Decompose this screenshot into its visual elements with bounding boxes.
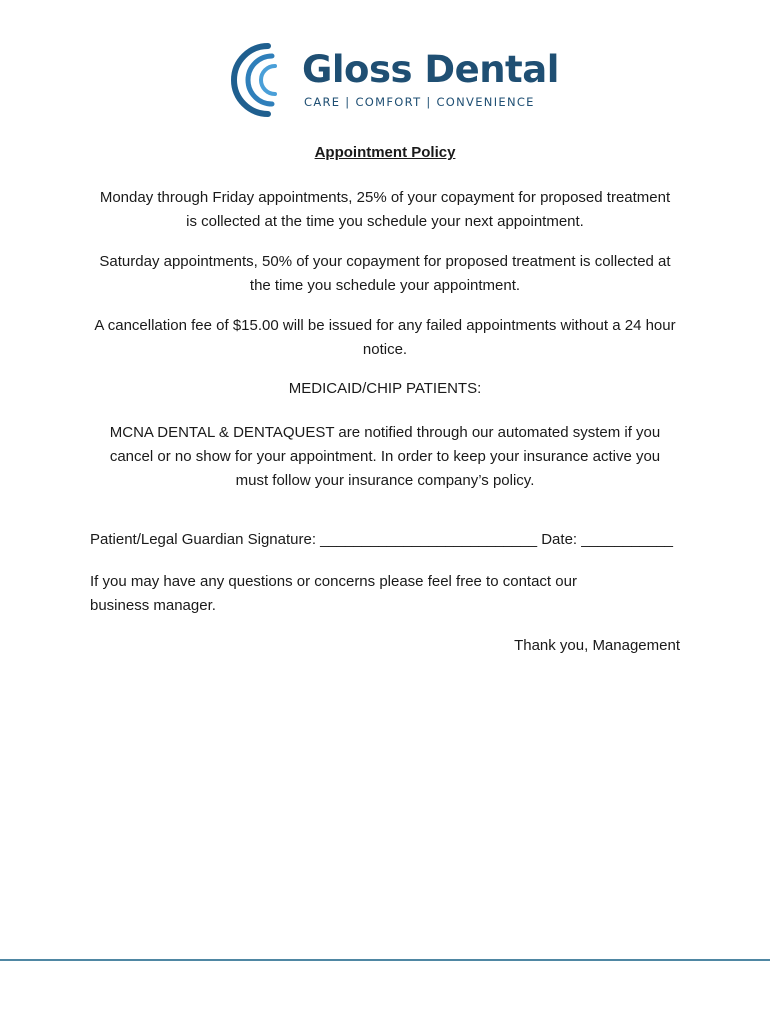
logo-name: Gloss Dental — [302, 48, 559, 91]
paragraph-line: notice. — [362, 341, 408, 358]
paragraph-line: A cancellation fee of $15.00 will be issued for any failed appointments without a 24 hour — [94, 317, 676, 334]
closing-signoff: Thank you, Management — [514, 637, 680, 654]
logo-arc-icon — [228, 42, 294, 118]
page-title: Appointment Policy — [314, 144, 456, 161]
cancellation-fee-paragraph — [80, 314, 690, 362]
signature-date-line[interactable]: Patient/Legal Guardian Signature: __________________________ Date: ___________ — [90, 531, 674, 548]
paragraph-line: the time you schedule your appointment. — [249, 277, 521, 294]
medicaid-heading — [80, 377, 690, 401]
logo-tagline: CARE | COMFORT | CONVENIENCE — [304, 95, 535, 109]
paragraph-line: Saturday appointments, 50% of your copayment for proposed treatment is collected at — [99, 253, 671, 270]
paragraph-line: MCNA DENTAL & DENTAQUEST are notified through our automated system if you — [109, 424, 661, 441]
paragraph-line: cancel or no show for your appointment. In order to keep your insurance active you — [109, 448, 661, 465]
questions-line: If you may have any questions or concerns please feel free to contact our — [90, 573, 577, 590]
paragraph-line: must follow your insurance company’s policy. — [235, 472, 535, 489]
paragraph-line: Monday through Friday appointments, 25% of your copayment for proposed treatment — [99, 189, 671, 206]
questions-line: business manager. — [90, 597, 216, 614]
saturday-policy-paragraph — [80, 250, 690, 298]
insurance-policy-paragraph — [80, 421, 690, 493]
paragraph-line: MEDICAID/CHIP PATIENTS: — [288, 380, 482, 397]
paragraph-line: is collected at the time you schedule your next appointment. — [186, 213, 584, 230]
weekday-policy-paragraph — [80, 186, 690, 234]
footer-divider — [0, 959, 770, 961]
gloss-dental-logo — [228, 42, 558, 122]
